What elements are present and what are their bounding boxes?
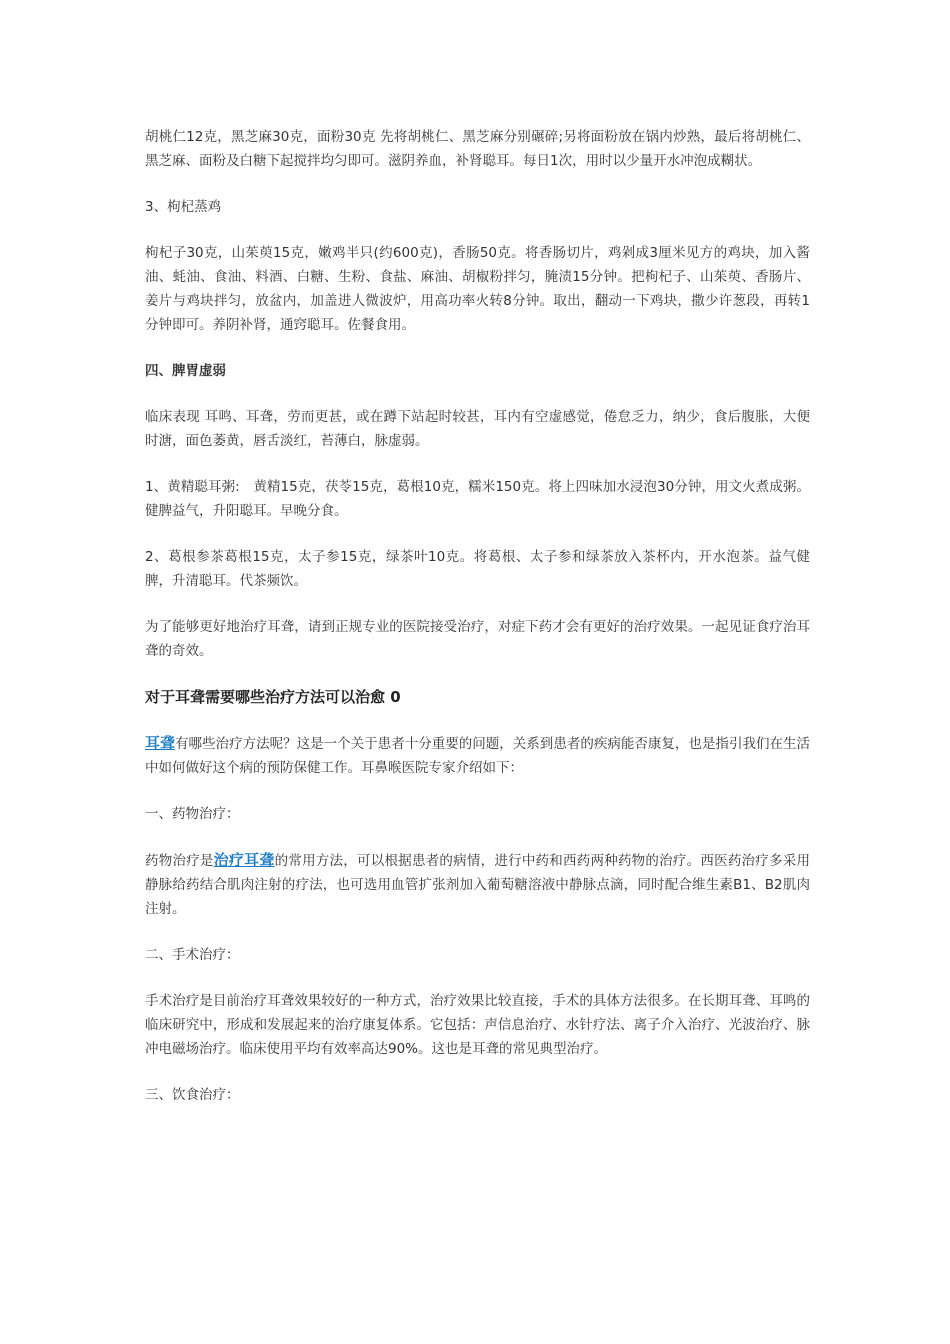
paragraph-walnut-recipe: 胡桃仁12克，黑芝麻30克，面粉30克 先将胡桃仁、黑芝麻分别碾碎;另将面粉放在锅内炒熟，最后将胡桃仁、黑芝麻、面粉及白糖下起搅拌均匀即可。滋阴养血，补肾聪耳。每日1次，用时以少量开水冲泡成糊状。 — [145, 129, 810, 169]
paragraph-recipe-1: 1、黄精聪耳粥: 黄精15克，茯苓15克，葛根10克，糯米150克。将上四味加水浸泡30分钟，用文火煮成粥。健脾益气，升阳聪耳。早晚分食。 — [145, 479, 810, 519]
medication-text-post: 的常用方法，可以根据患者的病情，进行中药和西药两种药物的治疗。西医药治疗多采用静脉给药结合肌肉注射的疗法，也可选用血管扩张剂加入葡萄糖溶液中静脉点滴，同时配合维生素B1、B2肌肉注射。 — [145, 853, 810, 917]
article-heading: 对于耳聋需要哪些治疗方法可以治愈 0 — [145, 688, 401, 706]
link-treat-deafness[interactable]: 治疗耳聋 — [213, 851, 275, 869]
recipe-title-goji-chicken: 3、枸杞蒸鸡 — [145, 199, 222, 215]
paragraph-closing: 为了能够更好地治疗耳聋，请到正规专业的医院接受治疗，对症下药才会有更好的治疗效果。一起见证食疗治耳聋的奇效。 — [145, 619, 810, 659]
link-deafness[interactable]: 耳聋 — [145, 734, 176, 752]
paragraph-recipe-2: 2、葛根参茶葛根15克，太子参15克，绿茶叶10克。将葛根、太子参和绿茶放入茶杯内，开水泡茶。益气健脾，升清聪耳。代茶频饮。 — [145, 549, 810, 589]
subheading-surgery: 二、手术治疗： — [145, 947, 240, 963]
document-body — [145, 125, 810, 1129]
paragraph-symptoms: 临床表现 耳鸣、耳聋，劳而更甚，或在蹲下站起时较甚，耳内有空虚感觉，倦怠乏力，纳少，食后腹胀，大便时溏，面色萎黄，唇舌淡红，苔薄白，脉虚弱。 — [145, 409, 810, 449]
paragraph-surgery: 手术治疗是目前治疗耳聋效果较好的一种方式，治疗效果比较直接，手术的具体方法很多。在长期耳聋、耳鸣的临床研究中，形成和发展起来的治疗康复体系。它包括：声信息治疗、水针疗法、离子介入治疗、光波治疗、脉冲电磁场治疗。临床使用平均有效率高达90%。这也是耳聋的常见典型治疗。 — [145, 993, 810, 1057]
paragraph-intro — [145, 731, 810, 780]
intro-text: 有哪些治疗方法呢？这是一个关于患者十分重要的问题，关系到患者的疾病能否康复，也是指引我们在生活中如何做好这个病的预防保健工作。耳鼻喉医院专家介绍如下： — [145, 736, 810, 776]
paragraph-goji-chicken: 枸杞子30克，山茱萸15克，嫩鸡半只(约600克)，香肠50克。将香肠切片，鸡剁成3厘米见方的鸡块，加入酱油、蚝油、食油、料酒、白糖、生粉、食盐、麻油、胡椒粉拌匀，腌渍15分钟。把枸杞子、山茱萸、香肠片、姜片与鸡块拌匀，放盆内，加盖进人微波炉，用高功率火转8分钟。取出，翻动一下鸡块，撒少许葱段，再转1分钟即可。养阴补肾，通窍聪耳。佐餐食用。 — [145, 245, 810, 333]
subheading-diet: 三、饮食治疗： — [145, 1087, 240, 1103]
section-heading-spleen-stomach: 四、脾胃虚弱 — [145, 363, 226, 379]
paragraph-medication — [145, 848, 810, 921]
medication-text-pre: 药物治疗是 — [145, 853, 214, 869]
subheading-medication: 一、药物治疗： — [145, 806, 240, 822]
